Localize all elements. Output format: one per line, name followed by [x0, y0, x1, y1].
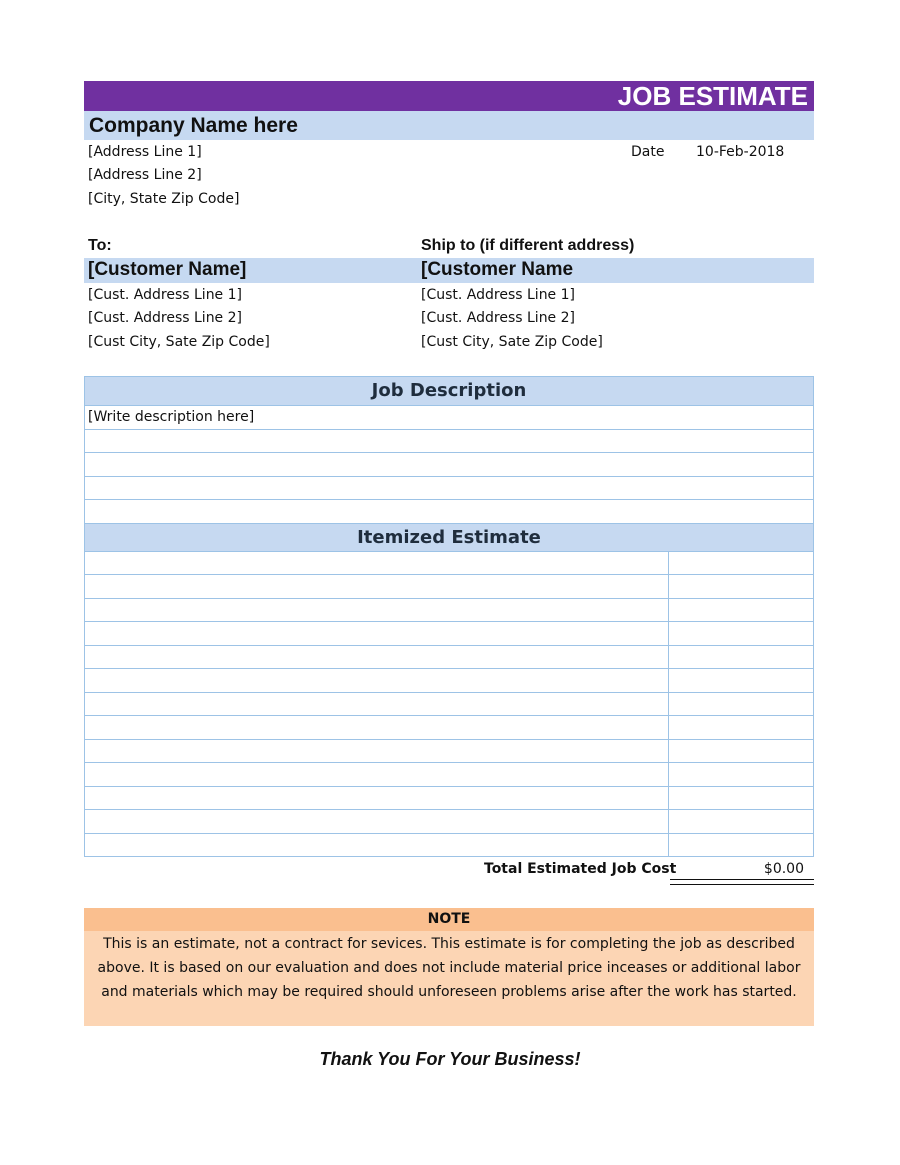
itemized-row[interactable] — [85, 739, 813, 763]
itemized-row[interactable] — [85, 833, 813, 857]
note-line: above. It is based on our evaluation and does not include material price inceases or additional labor — [97, 960, 801, 976]
to-address-line-2: [Cust. Address Line 2] — [88, 310, 242, 326]
column-divider — [668, 552, 669, 575]
total-value: $0.00 — [763, 861, 804, 877]
job-description-heading: Job Description — [85, 377, 813, 405]
description-row[interactable] — [85, 429, 813, 453]
column-divider — [668, 575, 669, 598]
description-row[interactable] — [85, 499, 813, 523]
estimate-grid — [84, 376, 814, 857]
date-label: Date — [631, 144, 665, 160]
itemized-row[interactable] — [85, 645, 813, 669]
itemized-row[interactable] — [85, 715, 813, 739]
column-divider — [668, 599, 669, 622]
note-line: This is an estimate, not a contract for sevices. This estimate is for completing the job as described — [103, 936, 795, 952]
itemized-row[interactable] — [85, 809, 813, 833]
column-divider — [668, 716, 669, 739]
column-divider — [668, 787, 669, 810]
itemized-estimate-heading: Itemized Estimate — [85, 523, 813, 551]
note-heading: NOTE — [84, 908, 814, 931]
address-line-1: [Address Line 1] — [88, 144, 202, 160]
to-label: To: — [88, 237, 112, 254]
column-divider — [668, 693, 669, 716]
ship-to-address-line-1: [Cust. Address Line 1] — [421, 287, 575, 303]
column-divider — [668, 669, 669, 692]
column-divider — [668, 834, 669, 857]
itemized-row[interactable] — [85, 786, 813, 810]
to-address-line-1: [Cust. Address Line 1] — [88, 287, 242, 303]
description-row[interactable] — [85, 452, 813, 476]
itemized-row[interactable] — [85, 668, 813, 692]
column-divider — [668, 763, 669, 786]
note-box — [84, 908, 814, 1026]
ship-to-label: Ship to (if different address) — [421, 237, 635, 254]
company-name: Company Name here — [84, 111, 814, 140]
itemized-rows — [85, 551, 813, 857]
itemized-row[interactable] — [85, 621, 813, 645]
description-row[interactable] — [85, 476, 813, 500]
to-customer-name: [Customer Name] — [88, 259, 247, 280]
itemized-row[interactable] — [85, 598, 813, 622]
itemized-row[interactable] — [85, 692, 813, 716]
description-text[interactable]: [Write description here] — [88, 409, 255, 425]
ship-to-city-state-zip: [Cust City, Sate Zip Code] — [421, 334, 603, 350]
note-text — [84, 931, 814, 1004]
itemized-row[interactable] — [85, 762, 813, 786]
address-city-state-zip: [City, State Zip Code] — [88, 191, 240, 207]
to-city-state-zip: [Cust City, Sate Zip Code] — [88, 334, 270, 350]
address-line-2: [Address Line 2] — [88, 167, 202, 183]
itemized-row[interactable] — [85, 551, 813, 575]
total-double-underline — [670, 879, 814, 885]
column-divider — [668, 622, 669, 645]
column-divider — [668, 740, 669, 763]
thank-you-message: Thank You For Your Business! — [319, 1049, 581, 1069]
total-label: Total Estimated Job Cost — [484, 861, 677, 877]
date-value: 10-Feb-2018 — [696, 144, 785, 160]
ship-to-address-line-2: [Cust. Address Line 2] — [421, 310, 575, 326]
ship-to-customer-name: [Customer Name — [421, 259, 574, 280]
column-divider — [668, 646, 669, 669]
column-divider — [668, 810, 669, 833]
note-line: and materials which may be required should unforeseen problems arise after the work has started. — [101, 984, 797, 1000]
description-row[interactable] — [85, 405, 813, 429]
document-title: JOB ESTIMATE — [84, 81, 814, 111]
itemized-row[interactable] — [85, 574, 813, 598]
